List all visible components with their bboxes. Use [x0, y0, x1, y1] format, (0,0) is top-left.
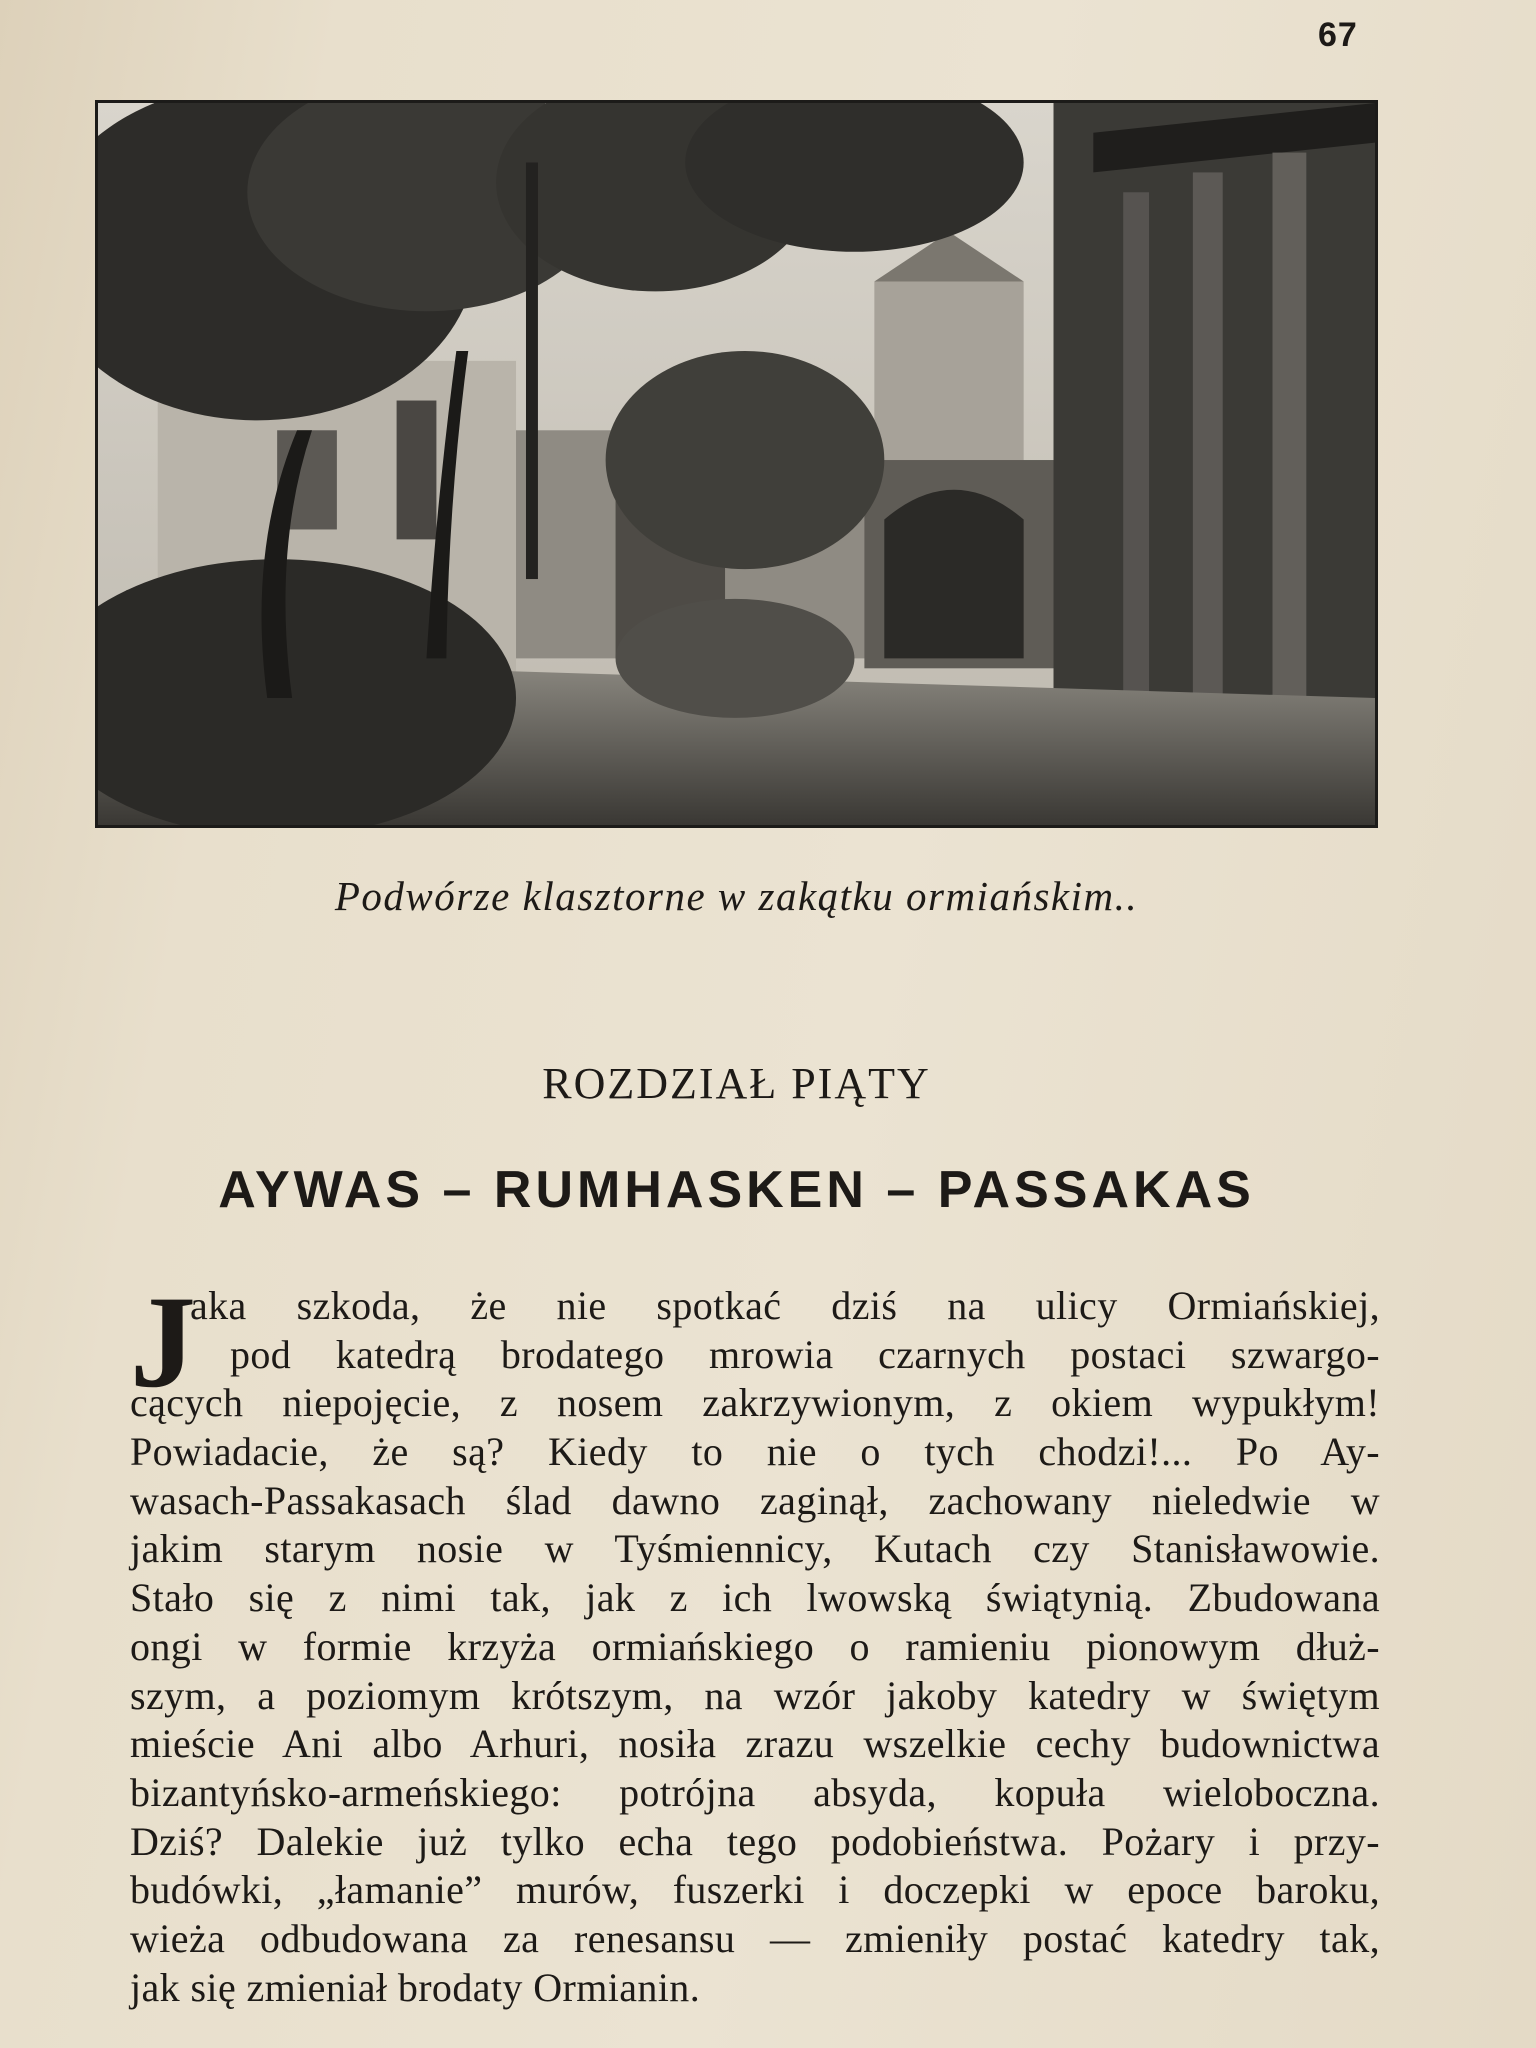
drop-cap: J [130, 1268, 196, 1415]
text-line: Dziś? Dalekie już tylko echa tego podobieństwa. Pożary i przy- [130, 1818, 1380, 1864]
text-line: Stało się z nimi tak, jak z ich lwowską świątynią. Zbudowana [130, 1575, 1380, 1621]
text-line: mieście Ani albo Arhuri, nosiła zrazu wszelkie cechy budownictwa [130, 1721, 1380, 1767]
body-paragraph [130, 1282, 1380, 2012]
text-line: wieża odbudowana za renesansu — zmieniły postać katedry tak, [130, 1915, 1380, 1961]
text-line: aka szkoda, że nie spotkać dziś na ulicy Ormiańskiej, [190, 1283, 1380, 1328]
courtyard-photo [95, 100, 1378, 828]
text-line: wasach-Passakasach ślad dawno zaginął, zachowany nieledwie w [130, 1477, 1380, 1523]
text-line: bizantyńsko-armeńskiego: potrójna absyda, kopuła wieloboczna. [130, 1769, 1380, 1815]
text-line: pod katedrą brodatego mrowia czarnych postaci szwargo- [230, 1331, 1380, 1377]
photo-caption: Podwórze klasztorne w zakątku ormiańskim.. [334, 873, 1139, 919]
text-line: cących niepojęcie, z nosem zakrzywionym, z okiem wypukłym! [130, 1380, 1380, 1426]
text-line: jakim starym nosie w Tyśmiennicy, Kutach czy Stanisławowie. [130, 1526, 1380, 1572]
chapter-heading: ROZDZIAŁ PIĄTY [542, 1059, 931, 1108]
page-number: 67 [1318, 16, 1358, 54]
chapter-title: AYWAS – RUMHASKEN – PASSAKAS [218, 1161, 1255, 1219]
courtyard-photo-icon [98, 103, 1375, 825]
text-line: ongi w formie krzyża ormiańskiego o ramieniu pionowym dłuż- [130, 1623, 1380, 1669]
text-line: szym, a poziomym krótszym, na wzór jakoby katedry w świętym [130, 1672, 1380, 1718]
text-line: Powiadacie, że są? Kiedy to nie o tych chodzi!... Po Ay- [130, 1429, 1380, 1475]
text-line: budówki, „łamanie” murów, fuszerki i doczepki w epoce baroku, [130, 1867, 1380, 1913]
text-line: jak się zmieniał brodaty Ormianin. [130, 1964, 701, 2010]
